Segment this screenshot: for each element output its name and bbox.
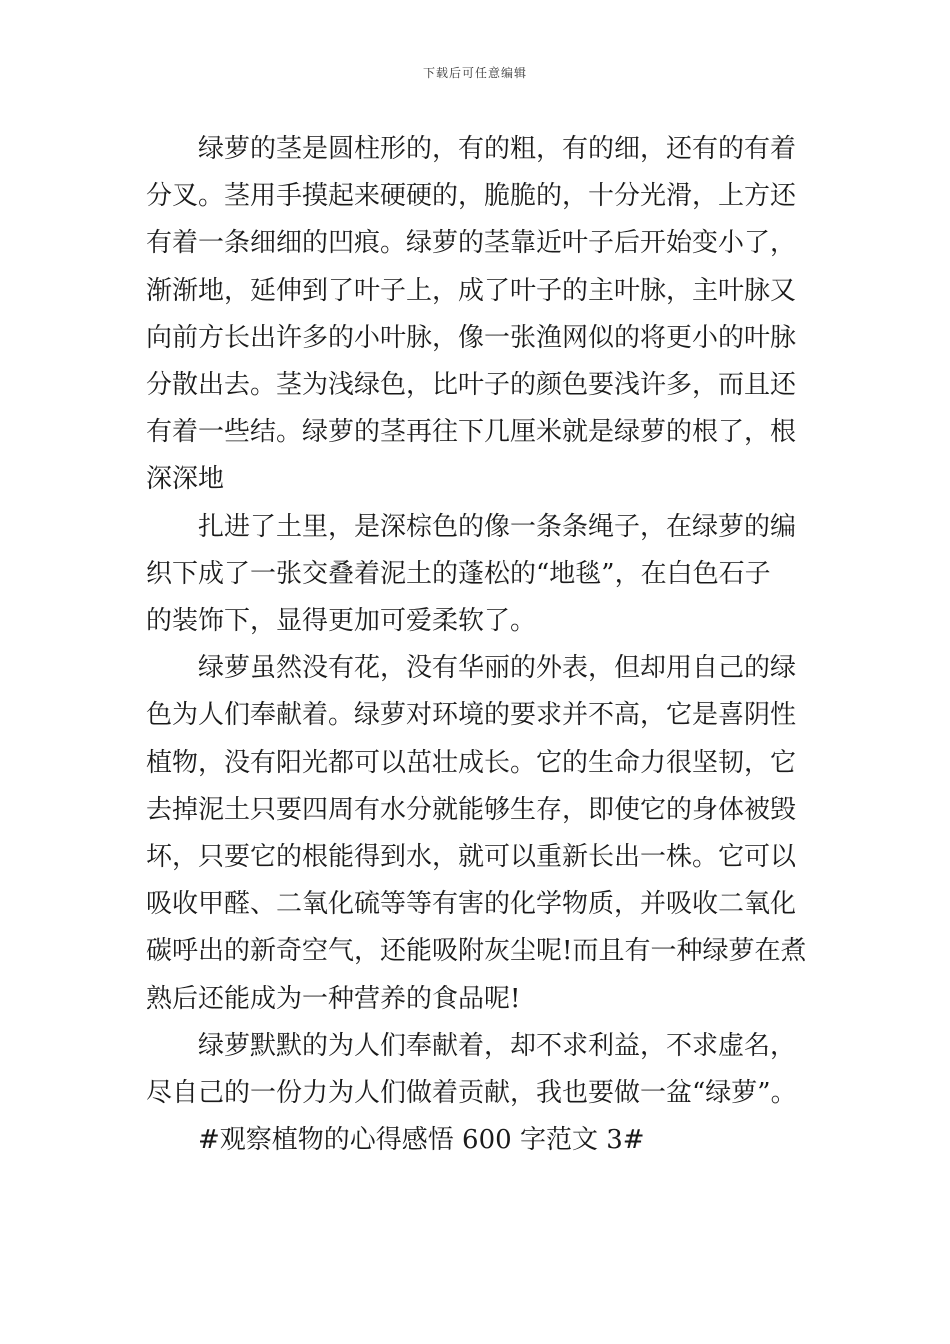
text-line: 去掉泥土只要四周有水分就能够生存，即使它的身体被毁	[146, 794, 797, 825]
text-line: 坏，只要它的根能得到水，就可以重新长出一株。它可以	[146, 842, 797, 873]
text-line: 深深地	[146, 464, 225, 495]
text-line: 向前方长出许多的小叶脉，像一张渔网似的将更小的叶脉	[146, 322, 797, 353]
text-line: 扎进了土里，是深棕色的像一条条绳子，在绿萝的编	[198, 511, 797, 542]
text-line: 有着一条细细的凹痕。绿萝的茎靠近叶子后开始变小了，	[146, 228, 797, 259]
text-line: 分叉。茎用手摸起来硬硬的，脆脆的，十分光滑，上方还	[146, 181, 797, 212]
document-body	[146, 126, 806, 1164]
paragraph-stem	[146, 126, 806, 504]
text-line: 植物，没有阳光都可以茁壮成长。它的生命力很坚韧，它	[146, 747, 797, 778]
text-line: 碳呼出的新奇空气，还能吸附灰尘呢!而且有一种绿萝在煮	[146, 936, 807, 967]
text-line: 吸收甲醛、二氧化硫等等有害的化学物质，并吸收二氧化	[146, 889, 797, 920]
page-header-note: 下载后可任意编辑	[422, 66, 527, 80]
section-heading-text: #观察植物的心得感悟 600 字范文 3#	[198, 1125, 645, 1156]
text-line: 的装饰下，显得更加可爱柔软了。	[146, 606, 537, 637]
text-line: 织下成了一张交叠着泥土的蓬松的“地毯”，在白色石子	[146, 558, 771, 589]
text-line: 绿萝虽然没有花，没有华丽的外表，但却用自己的绿	[198, 653, 797, 684]
text-line: 尽自己的一份力为人们做着贡献，我也要做一盆“绿萝”。	[146, 1078, 797, 1109]
paragraph-conclusion	[146, 1023, 806, 1117]
paragraph-root	[146, 504, 806, 646]
text-line: 有着一些结。绿萝的茎再往下几厘米就是绿萝的根了，根	[146, 417, 797, 448]
text-line: 色为人们奉献着。绿萝对环境的要求并不高，它是喜阴性	[146, 700, 797, 731]
text-line: 熟后还能成为一种营养的食品呢!	[146, 983, 521, 1014]
section-heading	[146, 1117, 806, 1164]
paragraph-dedication	[146, 645, 806, 1023]
text-line: 分散出去。茎为浅绿色，比叶子的颜色要浅许多，而且还	[146, 370, 797, 401]
text-line: 绿萝默默的为人们奉献着，却不求利益，不求虚名，	[198, 1030, 797, 1061]
text-line: 渐渐地，延伸到了叶子上，成了叶子的主叶脉，主叶脉又	[146, 275, 797, 306]
text-line: 绿萝的茎是圆柱形的，有的粗，有的细，还有的有着	[198, 134, 797, 164]
